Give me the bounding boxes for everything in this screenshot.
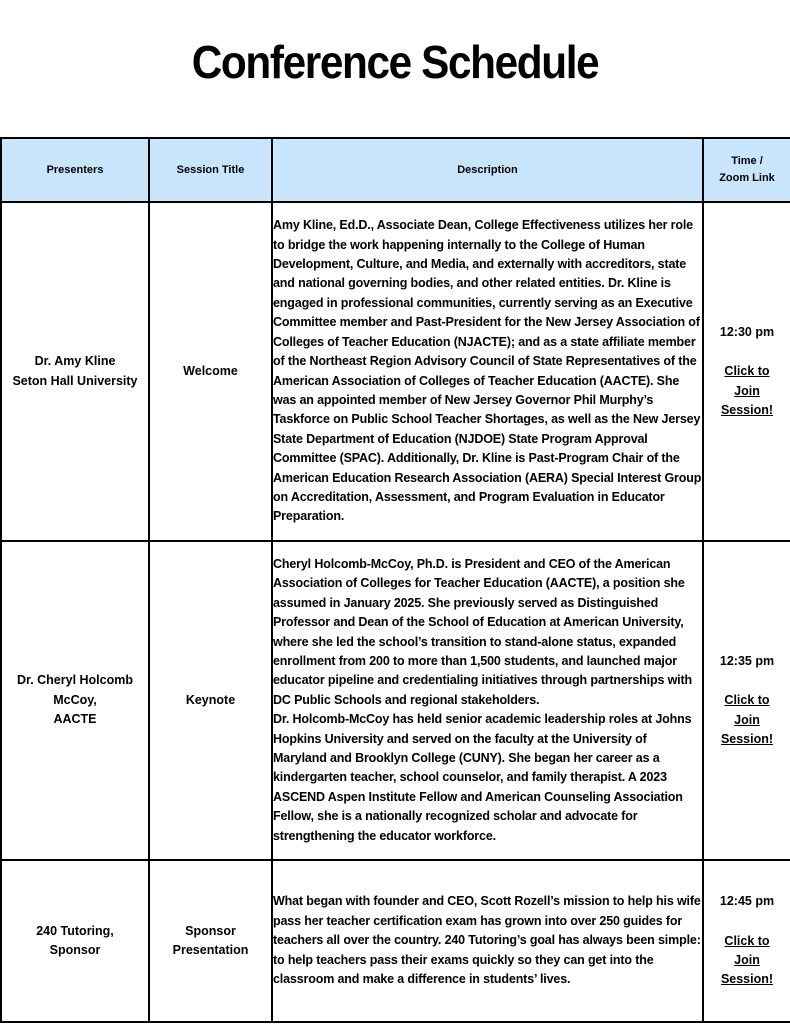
- time-cell: [703, 541, 790, 860]
- time-spacer: [704, 342, 790, 362]
- header-presenters: Presenters: [1, 138, 149, 202]
- session-title-cell: Keynote: [149, 541, 272, 860]
- session-time: 12:35 pm: [719, 653, 775, 668]
- header-time-line1: Time /: [731, 155, 763, 167]
- table-header-row: [1, 138, 790, 202]
- session-title-cell: Welcome: [149, 202, 272, 541]
- page-title: Conference Schedule: [191, 36, 599, 88]
- table-row: [1, 541, 790, 860]
- description-cell: [272, 202, 703, 541]
- schedule-table: [0, 137, 790, 1023]
- presenter-line: 240 Tutoring,: [36, 923, 114, 938]
- header-session-title: Session Title: [149, 138, 272, 202]
- description-paragraph: Amy Kline, Ed.D., Associate Dean, College Effectiveness utilizes her role to bridge the work happening internally to the College of Human Development, Culture, and Media, and externally with accreditors, state and national governing bodies, and other related entities. Dr. Kline is engaged in professional communities, currently serving as an Executive Committee member and Past-President for the New Jersey Association of Colleges of Teacher Education (NJACTE); and as a state affiliate member of the Northeast Region Advisory Council of State Representatives of the American Association of Colleges of Teacher Education (AACTE). She was an appointed member of New Jersey Governor Phil Murphy’s Taskforce on Public School Teacher Shortages, as well as the New Jersey State Department of Education (NJDOE) State Program Approval Committee (SPAC). Additionally, Dr. Kline is Past-Program Chair of the American Education Research Association (AERA) Special Interest Group on Accreditation, Assessment, and Program Evaluation in Educator Preparation.: [273, 218, 702, 524]
- description-cell: [272, 860, 703, 1022]
- presenter-line: Sponsor: [49, 943, 101, 957]
- time-spacer: [704, 671, 790, 691]
- table-row: [1, 860, 790, 1022]
- presenter-cell: [1, 202, 149, 541]
- header-time-line2: Zoom Link: [719, 172, 775, 184]
- description-paragraph: What began with founder and CEO, Scott Rozell’s mission to help his wife pass her teacher certification exam has grown into over 250 guides for teachers all over the country. 240 Tutoring’s goal has always been simple: to help teachers pass their exams quickly so they can get into the classroom and make a difference in students’ lives.: [273, 894, 701, 987]
- header-description: Description: [272, 138, 703, 202]
- time-spacer: [704, 912, 790, 932]
- time-cell: [703, 860, 790, 1022]
- presenter-line: McCoy,: [53, 692, 97, 707]
- description-paragraph: Cheryl Holcomb-McCoy, Ph.D. is President and CEO of the American Association of Colleges for Teacher Education (AACTE), a position she assumed in January 2025. She previously served as Distinguished Professor and Dean of the School of Education at American University, where she led the school’s transition to stand-alone status, expanded enrollment from 200 to more than 1,500 students, and launched major educator pipeline and credentialing initiatives through partnerships with DC Public Schools and regional stakeholders.: [273, 556, 692, 707]
- join-session-link[interactable]: Click to Join Session!: [720, 364, 774, 417]
- session-time: 12:45 pm: [719, 894, 775, 909]
- session-title-cell: Sponsor Presentation: [149, 860, 272, 1022]
- presenter-cell: [1, 860, 149, 1022]
- join-session-link[interactable]: Click to Join Session!: [720, 933, 774, 987]
- description-paragraph: Dr. Holcomb-McCoy has held senior academic leadership roles at Johns Hopkins University and served on the faculty at the University of Maryland and Brooklyn College (CUNY). She began her career as a kindergarten teacher, school counselor, and family therapist. A 2023 ASCEND Aspen Institute Fellow and American Counseling Association Fellow, she is a nationally recognized scholar and advocate for strengthening the educator workforce.: [273, 712, 692, 843]
- header-time-zoom: [703, 138, 790, 202]
- presenter-cell: [1, 541, 149, 860]
- join-session-link[interactable]: Click to Join Session!: [720, 693, 774, 746]
- time-cell: [703, 202, 790, 541]
- presenter-line: AACTE: [53, 712, 97, 727]
- session-time: 12:30 pm: [719, 324, 775, 339]
- presenter-line: Seton Hall University: [12, 373, 138, 388]
- presenter-line: Dr. Cheryl Holcomb: [17, 673, 133, 688]
- table-row: [1, 202, 790, 541]
- presenter-line: Dr. Amy Kline: [34, 354, 116, 369]
- description-cell: [272, 541, 703, 860]
